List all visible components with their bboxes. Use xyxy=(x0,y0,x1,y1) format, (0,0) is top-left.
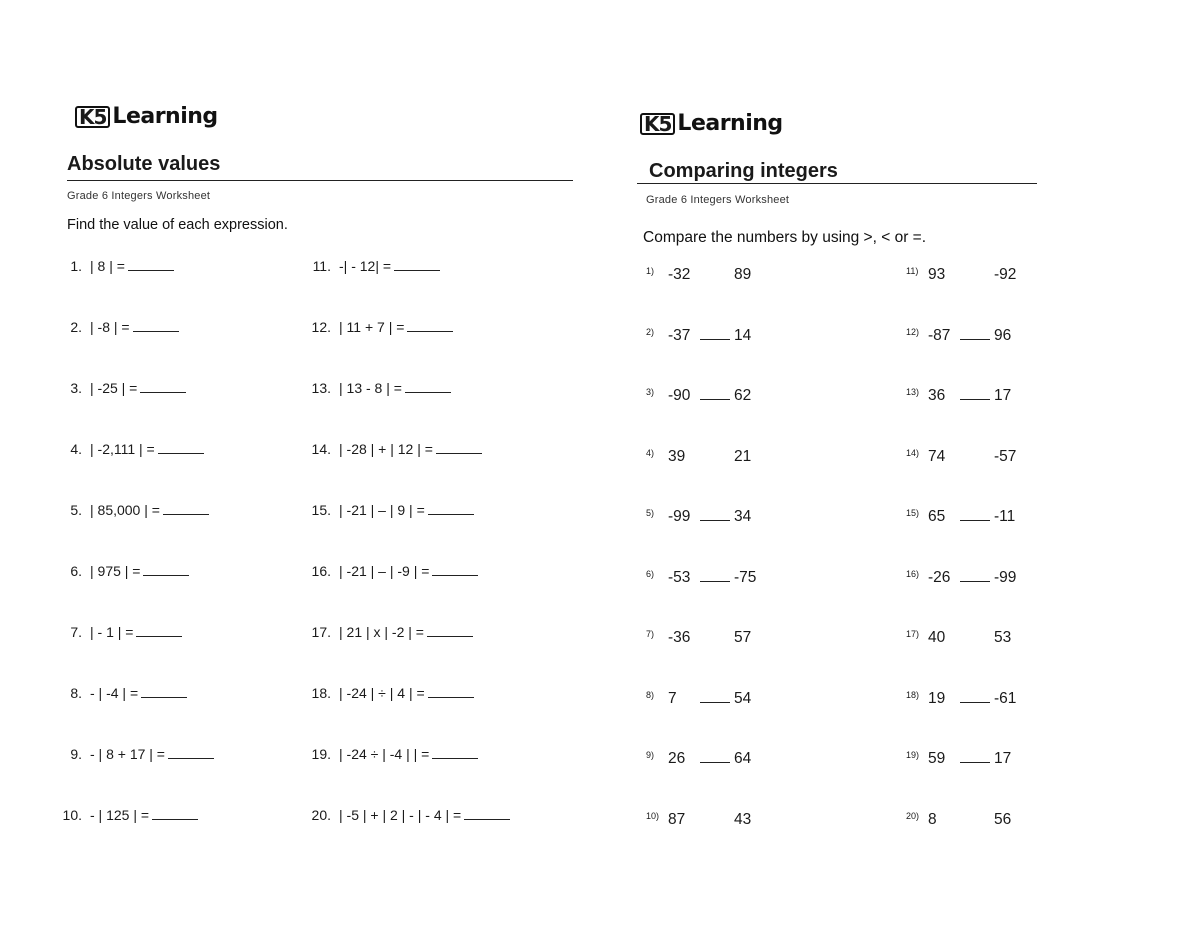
left-integer: -90 xyxy=(668,387,691,404)
question-expression: | -5 | + | 2 | - | - 4 | = xyxy=(339,807,462,823)
right-integer: 43 xyxy=(734,810,752,828)
left-integer: -26 xyxy=(928,568,951,586)
question-expression: | -25 | = xyxy=(90,380,138,396)
left-integer: 19 xyxy=(928,689,946,707)
item-number: 7) xyxy=(646,629,655,639)
answer-blank[interactable] xyxy=(405,380,451,393)
question-expression: | -21 | – | 9 | = xyxy=(339,502,425,518)
logo-text: Learning xyxy=(677,111,783,136)
comparison-blank[interactable] xyxy=(960,750,990,763)
comparison-item xyxy=(906,750,1011,768)
left-integer: -32 xyxy=(668,266,691,283)
item-number: 6) xyxy=(646,568,655,579)
item-number: 4) xyxy=(646,447,655,458)
question-number: 4. xyxy=(70,441,82,457)
absolute-value-question xyxy=(58,746,214,762)
left-integer: 36 xyxy=(928,387,946,404)
right-integer: 56 xyxy=(994,810,1012,828)
answer-blank[interactable] xyxy=(158,441,204,454)
question-expression: | 11 + 7 | = xyxy=(339,319,405,335)
question-number: 20. xyxy=(311,807,331,823)
right-integer: 17 xyxy=(994,750,1012,767)
question-number: 10. xyxy=(62,807,82,823)
question-expression: | -24 | ÷ | 4 | = xyxy=(339,685,425,701)
absolute-value-question xyxy=(307,624,473,640)
question-number: 8. xyxy=(70,685,82,701)
item-number: 19) xyxy=(906,750,920,760)
question-expression: | 13 - 8 | = xyxy=(339,380,402,396)
right-integer: -11 xyxy=(994,508,1016,525)
comparison-item xyxy=(906,327,1011,345)
question-expression: | -2,111 | = xyxy=(90,441,155,457)
answer-blank[interactable] xyxy=(152,807,198,820)
comparison-item xyxy=(646,448,751,466)
logo-mark: K5 xyxy=(75,106,110,128)
right-integer: -75 xyxy=(734,568,757,586)
question-number: 16. xyxy=(311,563,331,579)
comparison-item xyxy=(646,508,751,526)
item-number: 5) xyxy=(646,508,655,518)
item-number: 8) xyxy=(646,689,655,700)
comparison-item xyxy=(646,750,751,768)
k5-learning-logo-right xyxy=(640,113,783,135)
comparison-item xyxy=(906,387,1011,405)
left-integer: 59 xyxy=(928,750,946,767)
item-number: 12) xyxy=(906,326,920,337)
answer-blank[interactable] xyxy=(432,746,478,759)
question-expression: | - 1 | = xyxy=(90,624,134,640)
comparison-item xyxy=(906,448,1016,466)
item-number: 2) xyxy=(646,326,655,337)
left-integer: 87 xyxy=(668,810,686,828)
answer-blank[interactable] xyxy=(436,441,482,454)
answer-blank[interactable] xyxy=(128,258,174,271)
right-integer: -92 xyxy=(994,266,1017,283)
left-integer: -99 xyxy=(668,508,691,525)
absolute-value-question xyxy=(307,319,453,335)
answer-blank[interactable] xyxy=(141,685,187,698)
answer-blank[interactable] xyxy=(464,807,510,820)
comparison-item xyxy=(646,327,751,345)
answer-blank[interactable] xyxy=(136,624,182,637)
item-number: 20) xyxy=(906,810,920,821)
answer-blank[interactable] xyxy=(427,624,473,637)
right-integer: -57 xyxy=(994,447,1017,465)
left-integer: 93 xyxy=(928,266,946,283)
question-expression: - | -4 | = xyxy=(90,685,139,701)
question-number: 11. xyxy=(312,258,331,274)
comparison-blank[interactable] xyxy=(700,750,730,763)
absolute-value-question xyxy=(307,563,478,579)
answer-blank[interactable] xyxy=(143,563,189,576)
comparison-item xyxy=(906,629,1011,647)
logo-mark: K5 xyxy=(640,113,675,135)
comparison-item xyxy=(646,629,751,647)
comparison-item xyxy=(906,690,1016,708)
title-divider xyxy=(637,183,1037,184)
question-number: 2. xyxy=(70,319,82,335)
title-divider xyxy=(67,180,573,181)
comparison-item xyxy=(646,266,751,284)
absolute-value-question xyxy=(307,258,440,274)
answer-blank[interactable] xyxy=(407,319,453,332)
right-integer: 21 xyxy=(734,447,752,465)
logo-text: Learning xyxy=(112,104,218,129)
comparison-item xyxy=(906,569,1016,587)
right-integer: 17 xyxy=(994,387,1012,404)
absolute-value-question xyxy=(58,441,204,457)
k5-learning-logo-left xyxy=(75,106,218,128)
right-integer: 57 xyxy=(734,629,752,646)
question-number: 17. xyxy=(311,624,331,640)
right-integer: 96 xyxy=(994,326,1012,344)
item-number: 15) xyxy=(906,508,920,518)
item-number: 10) xyxy=(646,810,660,821)
answer-blank[interactable] xyxy=(140,380,186,393)
answer-blank[interactable] xyxy=(163,502,209,515)
question-expression: | -8 | = xyxy=(90,319,130,335)
question-number: 7. xyxy=(70,624,82,640)
left-integer: 65 xyxy=(928,508,946,525)
worksheet-instructions: Compare the numbers by using >, < or =. xyxy=(643,229,927,246)
question-number: 1. xyxy=(70,258,82,274)
answer-blank[interactable] xyxy=(432,563,478,576)
absolute-value-question xyxy=(307,807,510,823)
question-expression: | 8 | = xyxy=(90,258,125,274)
left-integer: -87 xyxy=(928,326,951,344)
question-expression: | 85,000 | = xyxy=(90,502,160,518)
question-expression: | -28 | + | 12 | = xyxy=(339,441,433,457)
question-number: 13. xyxy=(311,380,331,396)
left-integer: 8 xyxy=(928,810,937,828)
item-number: 1) xyxy=(646,266,655,276)
comparison-blank[interactable] xyxy=(960,690,990,703)
absolute-value-question xyxy=(307,380,451,396)
answer-blank[interactable] xyxy=(168,746,214,759)
absolute-value-question xyxy=(307,441,482,457)
answer-blank[interactable] xyxy=(133,319,179,332)
absolute-value-question xyxy=(58,319,179,335)
question-number: 9. xyxy=(70,746,82,762)
worksheet-title-comparing-integers: Comparing integers xyxy=(649,160,838,182)
absolute-value-question xyxy=(58,380,186,396)
absolute-value-question xyxy=(58,807,198,823)
right-integer: 89 xyxy=(734,266,752,283)
question-number: 12. xyxy=(311,319,331,335)
right-integer: -61 xyxy=(994,689,1017,707)
question-expression: -| - 12| = xyxy=(339,258,392,274)
comparison-item xyxy=(906,811,1011,829)
question-expression: | -21 | – | -9 | = xyxy=(339,563,430,579)
item-number: 17) xyxy=(906,629,920,639)
comparison-item xyxy=(906,266,1016,284)
item-number: 18) xyxy=(906,689,920,700)
absolute-value-question xyxy=(58,685,187,701)
worksheet-subtitle: Grade 6 Integers Worksheet xyxy=(67,190,211,202)
comparison-blank[interactable] xyxy=(700,569,730,582)
absolute-value-question xyxy=(307,502,474,518)
item-number: 13) xyxy=(906,387,920,397)
left-integer: 7 xyxy=(668,689,677,707)
comparison-blank[interactable] xyxy=(700,508,730,521)
worksheet-subtitle: Grade 6 Integers Worksheet xyxy=(646,194,790,206)
item-number: 16) xyxy=(906,568,920,579)
item-number: 14) xyxy=(906,447,920,458)
comparison-item xyxy=(906,508,1015,526)
question-number: 14. xyxy=(311,441,331,457)
left-integer: 39 xyxy=(668,447,686,465)
comparison-blank[interactable] xyxy=(960,327,990,340)
left-integer: 40 xyxy=(928,629,946,646)
right-integer: 34 xyxy=(734,508,752,525)
comparison-blank[interactable] xyxy=(700,690,730,703)
comparison-item xyxy=(646,569,756,587)
question-number: 6. xyxy=(70,563,82,579)
left-integer: -36 xyxy=(668,629,691,646)
item-number: 9) xyxy=(646,750,655,760)
comparison-blank[interactable] xyxy=(960,508,990,521)
question-number: 5. xyxy=(70,502,82,518)
right-integer: 62 xyxy=(734,387,752,404)
answer-blank[interactable] xyxy=(428,685,474,698)
comparison-item xyxy=(646,387,751,405)
right-integer: -99 xyxy=(994,568,1017,586)
question-number: 18. xyxy=(311,685,331,701)
item-number: 11) xyxy=(906,266,919,276)
absolute-value-question xyxy=(58,563,189,579)
left-integer: -53 xyxy=(668,568,691,586)
left-integer: 74 xyxy=(928,447,946,465)
absolute-value-question xyxy=(307,746,478,762)
comparison-item xyxy=(646,690,751,708)
left-integer: 26 xyxy=(668,750,686,767)
question-expression: | -24 ÷ | -4 | | = xyxy=(339,746,430,762)
absolute-value-question xyxy=(58,624,182,640)
comparison-blank[interactable] xyxy=(700,387,730,400)
question-number: 15. xyxy=(311,502,331,518)
right-integer: 14 xyxy=(734,326,752,344)
question-expression: - | 8 + 17 | = xyxy=(90,746,165,762)
worksheet-title-absolute-values: Absolute values xyxy=(67,153,221,175)
worksheet-instructions: Find the value of each expression. xyxy=(67,217,288,233)
question-number: 3. xyxy=(70,380,82,396)
absolute-value-question xyxy=(58,258,174,274)
answer-blank[interactable] xyxy=(394,258,440,271)
right-integer: 53 xyxy=(994,629,1012,646)
absolute-value-question xyxy=(307,685,474,701)
answer-blank[interactable] xyxy=(428,502,474,515)
comparison-blank[interactable] xyxy=(960,569,990,582)
right-integer: 64 xyxy=(734,750,752,767)
question-number: 19. xyxy=(311,746,331,762)
item-number: 3) xyxy=(646,387,655,397)
question-expression: | 975 | = xyxy=(90,563,141,579)
left-integer: -37 xyxy=(668,326,691,344)
comparison-blank[interactable] xyxy=(700,327,730,340)
question-expression: - | 125 | = xyxy=(90,807,150,823)
comparison-blank[interactable] xyxy=(960,387,990,400)
absolute-value-question xyxy=(58,502,209,518)
right-integer: 54 xyxy=(734,689,752,707)
comparison-item xyxy=(646,811,751,829)
question-expression: | 21 | x | -2 | = xyxy=(339,624,424,640)
